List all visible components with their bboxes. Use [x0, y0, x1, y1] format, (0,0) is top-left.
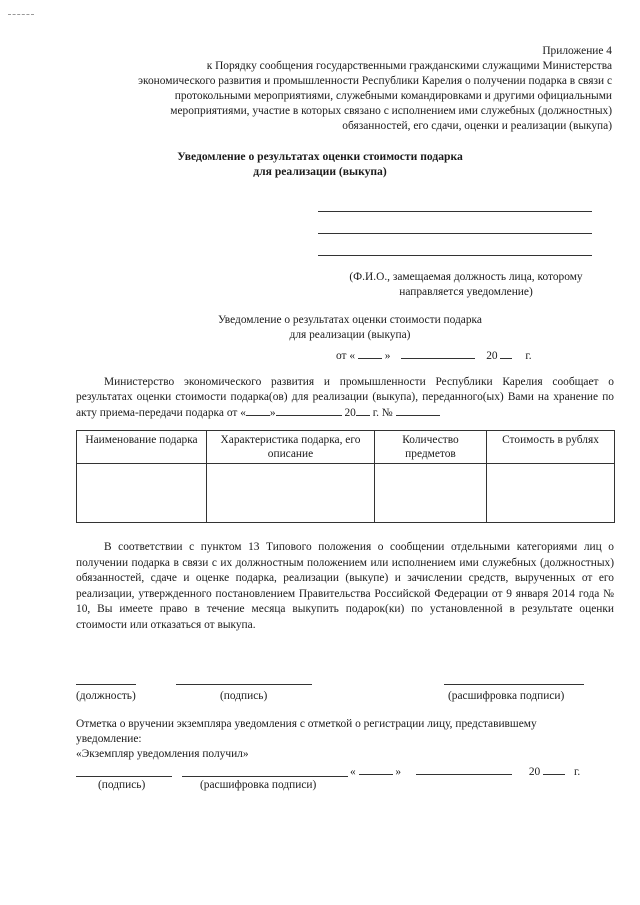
act-number-blank	[396, 405, 440, 416]
annex-text-line: протокольными мероприятиями, служебными командировками и другими официальными	[174, 90, 612, 102]
position-line	[76, 684, 136, 685]
act-day-blank	[246, 405, 270, 416]
table-cell	[375, 464, 487, 523]
intro-paragraph	[76, 375, 614, 421]
day-blank	[358, 348, 382, 359]
caption-line: направляется уведомление)	[399, 286, 533, 298]
recipient-line	[318, 211, 592, 212]
receipt-month-blank	[416, 764, 512, 775]
table-cell	[487, 464, 615, 523]
recipient-line	[318, 233, 592, 234]
intro-text: г. №	[372, 407, 393, 419]
subtitle-line: Уведомление о результатах оценки стоимости подарка	[218, 314, 482, 326]
recipient-caption	[318, 270, 614, 300]
receipt-decoding-line	[182, 776, 348, 777]
notice-subtitle	[150, 313, 550, 343]
intro-text: Министерство экономического развития и промышленности Республики Карелия сообщает	[104, 376, 599, 388]
annex-header	[52, 44, 612, 134]
receipt-text: Отметка о вручении экземпляра уведомления с отметкой о регистрации лицу, представившему	[76, 718, 537, 730]
column-header: Характеристика подарка, его описание	[207, 431, 375, 464]
receipt-year: 20	[528, 766, 541, 778]
intro-text: »	[269, 407, 276, 419]
intro-text: о результатах оценки стоимости подарка(ов) для реализации (выкупа), переданного(ых) Вами на	[76, 376, 614, 403]
table-row	[77, 464, 615, 523]
title-line: для реализации (выкупа)	[253, 165, 387, 178]
annex-text-line: обязанностей, его сдачи, оценки и реализации (выкупа)	[342, 120, 612, 132]
intro-text: хранение по акту приема-передачи подарка от «	[76, 391, 614, 419]
date-quote: »	[384, 350, 391, 362]
subtitle-line: для реализации (выкупа)	[289, 329, 411, 341]
position-label: (должность)	[76, 690, 136, 702]
table-header-row	[77, 431, 615, 464]
recipient-line	[318, 255, 592, 256]
caption-line: (Ф.И.О., замещаемая должность лица, которому	[349, 271, 583, 283]
date-prefix: от «	[336, 350, 356, 362]
column-header: Количество предметов	[375, 431, 487, 464]
receipt-text: уведомление:	[76, 733, 142, 745]
receipt-signature-line	[76, 776, 172, 777]
table-cell	[207, 464, 375, 523]
date-suffix: г.	[525, 350, 532, 362]
year-blank	[500, 348, 512, 359]
receipt-decoding-label: (расшифровка подписи)	[200, 779, 317, 791]
receipt-signature-label: (подпись)	[98, 779, 146, 791]
month-blank	[401, 348, 475, 359]
receipt-day-blank	[359, 764, 393, 775]
scan-corner-mark	[8, 14, 34, 15]
column-header: Стоимость в рублях	[487, 431, 615, 464]
title-line: Уведомление о результатах оценки стоимости подарка	[177, 150, 463, 163]
notice-date	[336, 348, 532, 362]
date-year: 20	[486, 350, 498, 362]
receipt-quote-open: «	[350, 766, 356, 778]
intro-text: 20	[344, 407, 356, 419]
act-year-blank	[356, 405, 370, 416]
annex-text-line: мероприятиями, участие в которых связано с исполнением ими служебных (должностных)	[170, 105, 612, 117]
gift-table	[76, 430, 615, 523]
signature-label: (подпись)	[220, 690, 268, 702]
annex-text-line: к Порядку сообщения государственными гражданскими служащими Министерства	[206, 60, 612, 72]
receipt-year-blank	[543, 764, 565, 775]
signature-line	[176, 684, 312, 685]
receipt-quote: «Экземпляр уведомления получил»	[76, 748, 249, 760]
receipt-year-suffix: г.	[573, 766, 581, 778]
column-header: Наименование подарка	[77, 431, 207, 464]
receipt-block	[76, 717, 614, 762]
decoding-label: (расшифровка подписи)	[448, 690, 565, 702]
annex-number: Приложение 4	[542, 45, 612, 57]
annex-text-line: экономического развития и промышленности Республики Карелия о получении подарка в связи с	[138, 75, 612, 87]
receipt-quote-close: »	[395, 766, 402, 778]
document-title	[0, 149, 640, 179]
receipt-date	[350, 764, 580, 778]
act-month-blank	[276, 405, 342, 416]
notice-paragraph: В соответствии с пунктом 13 Типового положения о сообщении отдельными категориями лиц о получении подарка в связи с их должностным положением или исполнением ими служебных (должностных) обязанностей, сдаче и оценке подарка, реализации (выкупе) и зачислении средств, вырученных от его реализации, утвержденного постановлением Правительства Российской Федерации от 9 января 2014 года № 10, Вы имеете право в течение месяца выкупить подарок(ки) по установленной в результате оценки стоимости или отказаться от выкупа.	[76, 541, 614, 631]
table-cell	[77, 464, 207, 523]
decoding-line	[444, 684, 584, 685]
